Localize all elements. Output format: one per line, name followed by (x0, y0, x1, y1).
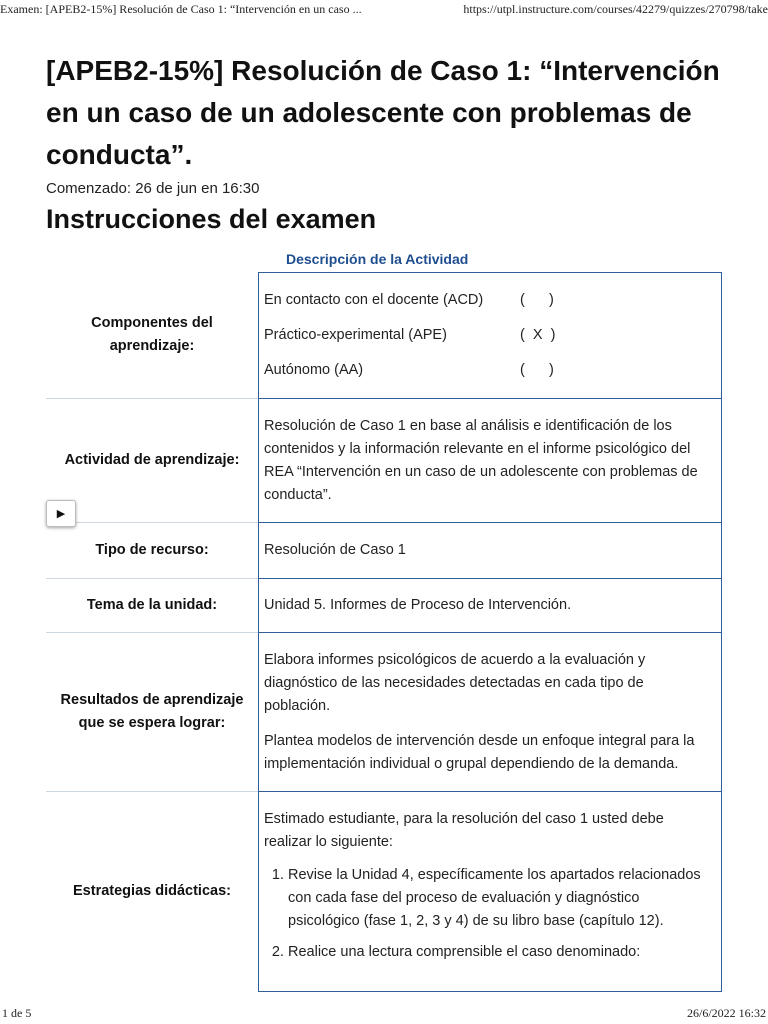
component-option-mark: ( ) (520, 362, 554, 378)
print-header (0, 0, 768, 20)
activity-value: Resolución de Caso 1 en base al análisis e identificación de los contenidos y la información relevante en el informe psicológico del REA “Intervención en un caso de un adolescente con problemas de conducta”. (259, 399, 722, 523)
resource-type-value: Resolución de Caso 1 (259, 523, 722, 579)
print-url: https://utpl.instructure.com/courses/42279/quizzes/270798/take (463, 2, 768, 16)
component-option-acd (264, 283, 713, 318)
unit-topic-value: Unidad 5. Informes de Proceso de Intervención. (259, 579, 722, 633)
table-row-components (46, 273, 722, 399)
print-datetime: 26/6/2022 16:32 (686, 1006, 766, 1020)
component-option-text: Práctico-experimental (APE) (264, 327, 447, 343)
activity-description-table (46, 272, 722, 992)
instructions-heading: Instrucciones del examen (46, 204, 377, 234)
table-row-unit-topic (46, 579, 722, 633)
component-option-aa (264, 353, 713, 388)
strategies-label: Estrategias didácticas: (46, 792, 259, 992)
results-paragraph: Plantea modelos de intervención desde un enfoque integral para la implementación individual o grupal dependiendo de la demanda. (264, 732, 695, 772)
table-row-activity (46, 399, 722, 523)
table-row-strategies (46, 792, 722, 992)
results-paragraph: Elabora informes psicológicos de acuerdo a la evaluación y diagnóstico de las necesidades detectadas en cada tipo de población. (264, 651, 646, 714)
strategy-item: 1. Revise la Unidad 4, específicamente los apartados relacionados con cada fase del proceso de evaluación y diagnóstico psicológico (fase 1, 2, 3 y 4) de su libro base (capítulo 12). (288, 864, 713, 933)
unit-topic-label: Tema de la unidad: (46, 579, 259, 633)
component-option-ape (264, 318, 713, 353)
component-option-text: Autónomo (AA) (264, 362, 364, 378)
components-label: Componentes del aprendizaje: (91, 315, 213, 355)
quiz-started-text: Comenzado: 26 de jun en 16:30 (46, 180, 260, 197)
component-option-text: En contacto con el docente (ACD) (264, 292, 484, 308)
quiz-title: [APEB2-15%] Resolución de Caso 1: “Intervención en un caso de un adolescente con problemas de conducta”. (46, 55, 720, 170)
resource-type-label: Tipo de recurso: (46, 523, 259, 579)
print-page-title: Examen: [APEB2-15%] Resolución de Caso 1: “Intervención en un caso ... (0, 2, 362, 16)
strategies-value (259, 792, 722, 992)
component-option-mark: ( X ) (520, 327, 556, 343)
activity-label: Actividad de aprendizaje: (46, 399, 259, 523)
results-label: Resultados de aprendizaje que se espera lograr: (46, 633, 259, 792)
play-icon: ▶ (56, 508, 66, 520)
component-option-mark: ( ) (520, 292, 554, 308)
play-button[interactable] (46, 500, 76, 527)
table-row-results (46, 633, 722, 792)
table-caption: Descripción de la Actividad (286, 251, 469, 267)
page-count: 1 de 5 (2, 1006, 32, 1020)
print-footer (0, 1004, 768, 1024)
strategies-intro: Estimado estudiante, para la resolución del caso 1 usted debe realizar lo siguiente: (264, 811, 664, 850)
strategy-item: 2. Realice una lectura comprensible el caso denominado: (288, 941, 713, 964)
components-value (259, 273, 722, 399)
results-value (259, 633, 722, 792)
table-row-resource-type (46, 523, 722, 579)
strategies-list (264, 864, 713, 964)
